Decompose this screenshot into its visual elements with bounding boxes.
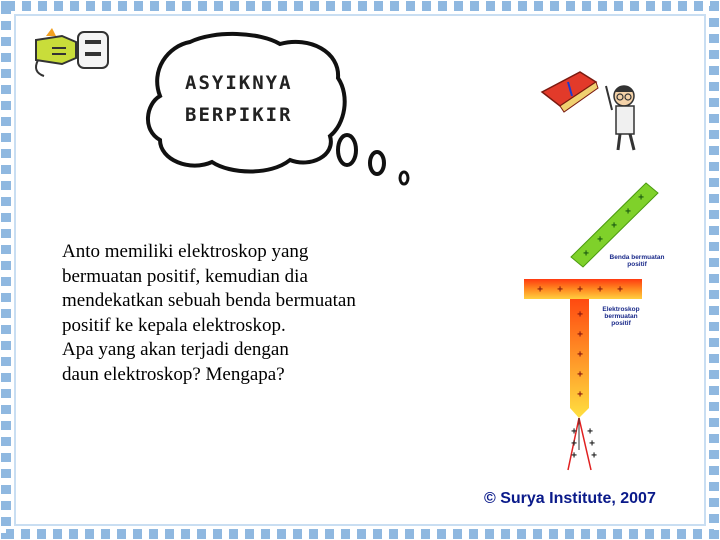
charge-symbol: + <box>571 426 577 438</box>
charge-symbols <box>537 193 644 462</box>
charge-symbol: + <box>577 349 583 361</box>
charge-symbol: + <box>617 284 623 296</box>
electroscope-label-line-1: Elektroskop <box>602 306 640 313</box>
question-line-1: Anto memiliki elektroskop yang <box>62 241 309 262</box>
charge-symbol: + <box>597 284 603 296</box>
electroscope-label-line-3: positif <box>611 320 631 327</box>
question-line-3: mendekatkan sebuah benda bermuatan <box>62 290 356 311</box>
charge-symbol: + <box>571 438 577 450</box>
charge-symbol: + <box>577 389 583 401</box>
charge-symbol: + <box>557 284 563 296</box>
charge-symbol: + <box>571 450 577 462</box>
question-line-4: positif ke kepala elektroskop. <box>62 314 286 336</box>
thought-bubble-line-2: BERPIKIR <box>185 104 293 126</box>
electroscope-label <box>594 306 648 327</box>
charge-symbol: + <box>597 234 603 246</box>
charge-symbol: + <box>577 369 583 381</box>
charge-symbol: + <box>611 220 617 232</box>
charge-symbol: + <box>537 284 543 296</box>
question-line-6: daun elektroskop? Mengapa? <box>62 363 285 385</box>
question-line-2: bermuatan positif, kemudian dia <box>62 265 308 287</box>
charge-symbol: + <box>577 284 583 296</box>
electroscope-label-line-2: bermuatan <box>604 313 638 320</box>
charge-symbol: + <box>625 206 631 218</box>
charged-object-label-line-1: Benda bermuatan <box>609 254 665 261</box>
charge-symbol: + <box>577 309 583 321</box>
charge-symbol: + <box>577 329 583 341</box>
charge-symbol: + <box>587 426 593 438</box>
charge-symbol: + <box>638 192 644 204</box>
charged-object-label-line-2: positif <box>627 261 647 268</box>
charge-symbol: + <box>591 450 597 462</box>
charge-symbol: + <box>589 438 595 450</box>
charge-symbol: + <box>583 248 589 260</box>
question-line-5: Apa yang akan terjadi dengan <box>62 339 289 360</box>
copyright-text: © Surya Institute, 2007 <box>484 490 656 507</box>
thought-bubble-line-1: ASYIKNYA <box>185 72 293 94</box>
charged-object-label <box>604 254 670 268</box>
